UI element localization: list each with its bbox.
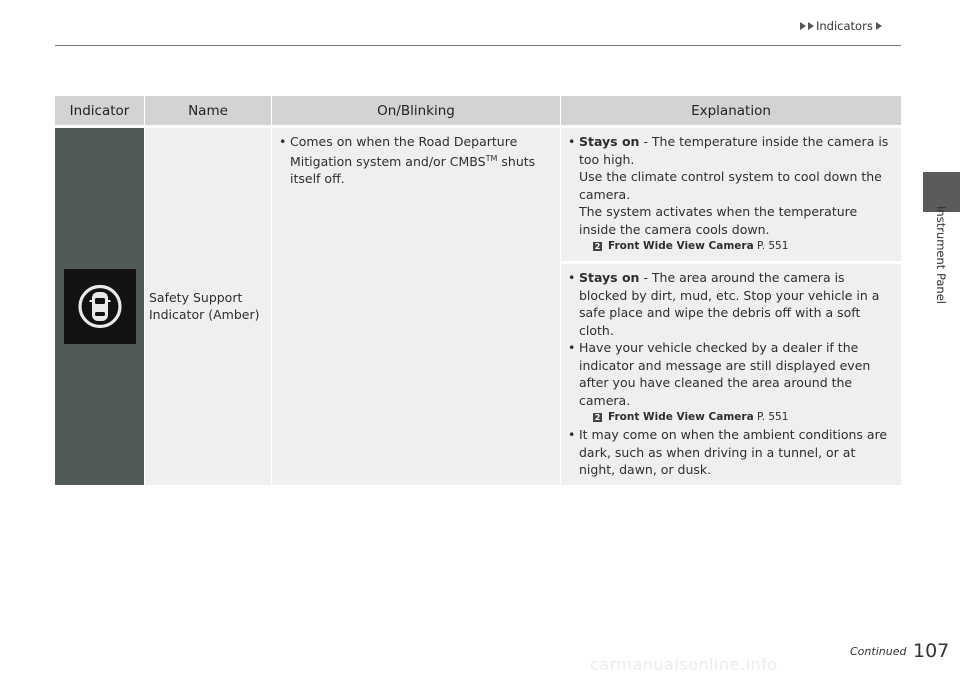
indicator-table	[55, 96, 901, 485]
list-item: • It may come on when the ambient conditions are dark, such as when driving in a tunnel, or at night, dawn, or dusk.	[567, 426, 895, 479]
list-item: • Stays on - The temperature inside the camera is too high. Use the climate control system to cool down the camera. The system activates when the temperature inside the camera cools down. 2 Front Wide View Camera P. 551	[567, 133, 895, 255]
list-item: • Stays on - The area around the camera is blocked by dirt, mud, etc. Stop your vehicle in a safe place and wipe the debris off with a soft cloth.	[567, 269, 895, 339]
continued-label: Continued	[850, 645, 907, 658]
table-row	[55, 128, 901, 261]
column-header-name: Name	[145, 96, 272, 125]
cross-reference-link[interactable]: 2 Front Wide View Camera P. 551	[594, 411, 789, 423]
indicator-name: Safety Support Indicator (Amber)	[145, 128, 272, 485]
reference-arrow-icon: 2	[594, 413, 601, 422]
explanation-cell	[561, 261, 901, 485]
explanation-cell	[561, 128, 901, 261]
breadcrumb-label[interactable]: Indicators	[816, 19, 873, 33]
page-number: 107	[913, 640, 950, 662]
section-tab-label: Instrument Panel	[934, 206, 948, 304]
arrow-right-icon	[808, 22, 814, 30]
breadcrumb	[800, 19, 884, 33]
on-blinking-cell	[272, 128, 561, 485]
arrow-right-icon	[800, 22, 806, 30]
watermark: carmanualsonline.info	[590, 655, 778, 674]
list-item: • Have your vehicle checked by a dealer if the indicator and message are still displayed even after you have cleaned the area around the camera. 2 Front Wide View Camera P. 551	[567, 339, 895, 426]
column-header-explanation: Explanation	[561, 96, 901, 125]
column-header-indicator: Indicator	[55, 96, 145, 125]
indicator-cell	[55, 128, 145, 485]
column-header-on-blinking: On/Blinking	[272, 96, 561, 125]
header-divider	[55, 45, 901, 46]
reference-arrow-icon: 2	[594, 242, 601, 251]
cross-reference-link[interactable]: 2 Front Wide View Camera P. 551	[594, 240, 789, 252]
safety-support-car-circle-icon	[64, 269, 136, 344]
arrow-right-icon	[876, 22, 882, 30]
list-item: • Comes on when the Road Departure Mitigation system and/or CMBS™ shuts itself off.	[278, 133, 554, 187]
